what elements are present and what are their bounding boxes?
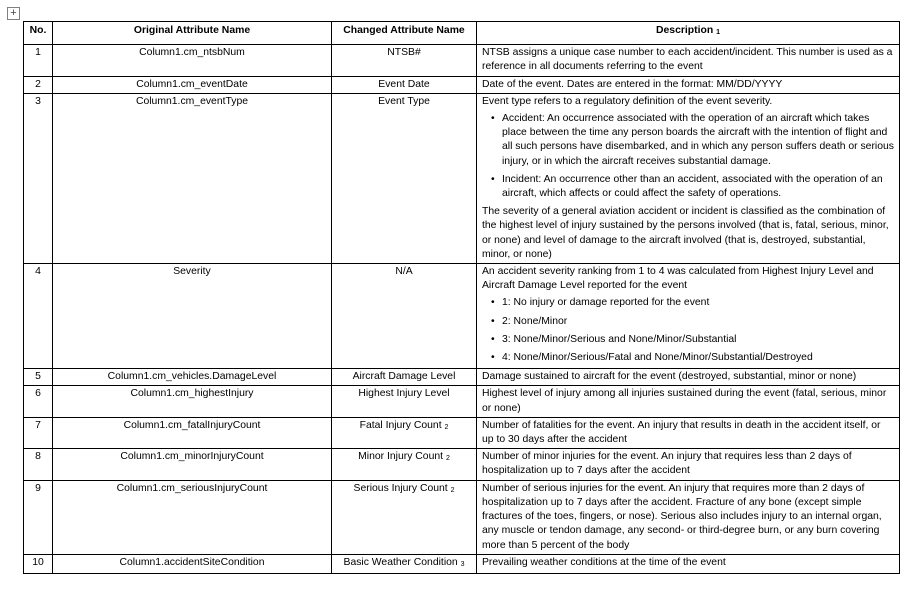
row-number: 1 [24, 45, 53, 76]
table-row [24, 93, 900, 263]
description-intro: Event type refers to a regulatory definition of the event severity. [482, 95, 773, 107]
table-row [24, 417, 900, 448]
original-attribute-cell: Column1.cm_vehicles.DamageLevel [53, 369, 332, 386]
row-number: 4 [24, 264, 53, 369]
description-cell: Number of minor injuries for the event. An injury that requires less than 2 days of hospitalization up to 7 days after the accident [477, 449, 900, 480]
bullet-item: • 3: None/Minor/Serious and None/Minor/Substantial [502, 333, 894, 347]
changed-attribute-label: Fatal Injury Count [359, 419, 442, 431]
attribute-table [23, 21, 900, 574]
changed-attribute-cell: Event Type [332, 93, 477, 263]
changed-attribute-cell [332, 417, 477, 448]
footnote-marker: 2 [444, 423, 449, 431]
original-attribute-cell: Column1.accidentSiteCondition [53, 554, 332, 573]
table-row [24, 369, 900, 386]
bullet-list [482, 296, 894, 365]
changed-attribute-cell [332, 554, 477, 573]
changed-attribute-label: Basic Weather Condition [343, 556, 458, 568]
description-cell: NTSB assigns a unique case number to each accident/incident. This number is used as a reference in all documents referring to the event [477, 45, 900, 76]
original-attribute-cell: Column1.cm_highestInjury [53, 386, 332, 417]
table-row [24, 554, 900, 573]
table-row [24, 386, 900, 417]
changed-attribute-cell: NTSB# [332, 45, 477, 76]
table-row [24, 449, 900, 480]
description-cell: Damage sustained to aircraft for the event (destroyed, substantial, minor or none) [477, 369, 900, 386]
description-cell: Prevailing weather conditions at the time of the event [477, 554, 900, 573]
original-attribute-cell: Column1.cm_eventDate [53, 76, 332, 93]
header-changed-attribute: Changed Attribute Name [332, 22, 477, 45]
bullet-item: • Incident: An occurrence other than an accident, associated with the operation of an aircraft, which affects or could affect the safety of operations. [502, 173, 894, 201]
table-row [24, 264, 900, 369]
changed-attribute-cell: Highest Injury Level [332, 386, 477, 417]
original-attribute-cell: Column1.cm_eventType [53, 93, 332, 263]
original-attribute-cell: Column1.cm_fatalInjuryCount [53, 417, 332, 448]
original-attribute-cell: Severity [53, 264, 332, 369]
table-move-handle-icon[interactable]: + [7, 7, 20, 20]
row-number: 7 [24, 417, 53, 448]
footnote-marker: 1 [716, 29, 720, 36]
table-row [24, 76, 900, 93]
header-no: No. [24, 22, 53, 45]
description-cell: Date of the event. Dates are entered in the format: MM/DD/YYYY [477, 76, 900, 93]
bullet-item: • 2: None/Minor [502, 315, 894, 329]
row-number: 6 [24, 386, 53, 417]
table-header-row [24, 22, 900, 45]
row-number: 8 [24, 449, 53, 480]
changed-attribute-cell [332, 449, 477, 480]
changed-attribute-cell: N/A [332, 264, 477, 369]
changed-attribute-cell [332, 480, 477, 554]
original-attribute-cell: Column1.cm_seriousInjuryCount [53, 480, 332, 554]
table-row [24, 480, 900, 554]
changed-attribute-cell: Event Date [332, 76, 477, 93]
description-cell: Number of serious injuries for the event. An injury that requires more than 2 days of hospitalization up to 7 days after the accident. Fracture of any bone (except simple fractures of the toes, fingers, or nose). Serious also includes injury to an internal organ, any muscle or tendon damage, any second- or third-degree burn, or any burn covering more than 5 percent of the body [477, 480, 900, 554]
description-intro: An accident severity ranking from 1 to 4 was calculated from Highest Injury Level and Aircraft Damage Level reported for the event [482, 266, 874, 292]
bullet-list [482, 112, 894, 201]
changed-attribute-cell: Aircraft Damage Level [332, 369, 477, 386]
row-number: 2 [24, 76, 53, 93]
table-row [24, 45, 900, 76]
description-cell: Highest level of injury among all injuries sustained during the event (fatal, serious, minor or none) [477, 386, 900, 417]
description-cell [477, 93, 900, 263]
description-cell: Number of fatalities for the event. An injury that results in death in the accident itself, or up to 30 days after the accident [477, 417, 900, 448]
row-number: 10 [24, 554, 53, 573]
footnote-marker: 2 [445, 455, 450, 463]
header-description-label: Description [656, 25, 714, 36]
row-number: 3 [24, 93, 53, 263]
footnote-marker: 3 [460, 560, 465, 568]
row-number: 9 [24, 480, 53, 554]
footnote-marker: 2 [450, 486, 455, 494]
bullet-item: • 4: None/Minor/Serious/Fatal and None/Minor/Substantial/Destroyed [502, 351, 894, 365]
header-description [477, 22, 900, 45]
header-original-attribute: Original Attribute Name [53, 22, 332, 45]
changed-attribute-label: Serious Injury Count [353, 482, 448, 494]
changed-attribute-label: Minor Injury Count [358, 451, 444, 463]
original-attribute-cell: Column1.cm_minorInjuryCount [53, 449, 332, 480]
row-number: 5 [24, 369, 53, 386]
description-paragraph: The severity of a general aviation accident or incident is classified as the combination of the highest level of injury sustained by the persons involved (that is, fatal, serious, minor, or none) and level of damage to the aircraft involved (that is, destroyed, substantial, minor, or none) [482, 206, 889, 260]
bullet-item: • 1: No injury or damage reported for the event [502, 296, 894, 310]
original-attribute-cell: Column1.cm_ntsbNum [53, 45, 332, 76]
bullet-item: • Accident: An occurrence associated with the operation of an aircraft which takes place between the time any person boards the aircraft with the intention of flight and all such persons have disembarked, and in which any person suffers death or serious injury, or in which the aircraft receives substantial damage. [502, 112, 894, 169]
description-cell [477, 264, 900, 369]
